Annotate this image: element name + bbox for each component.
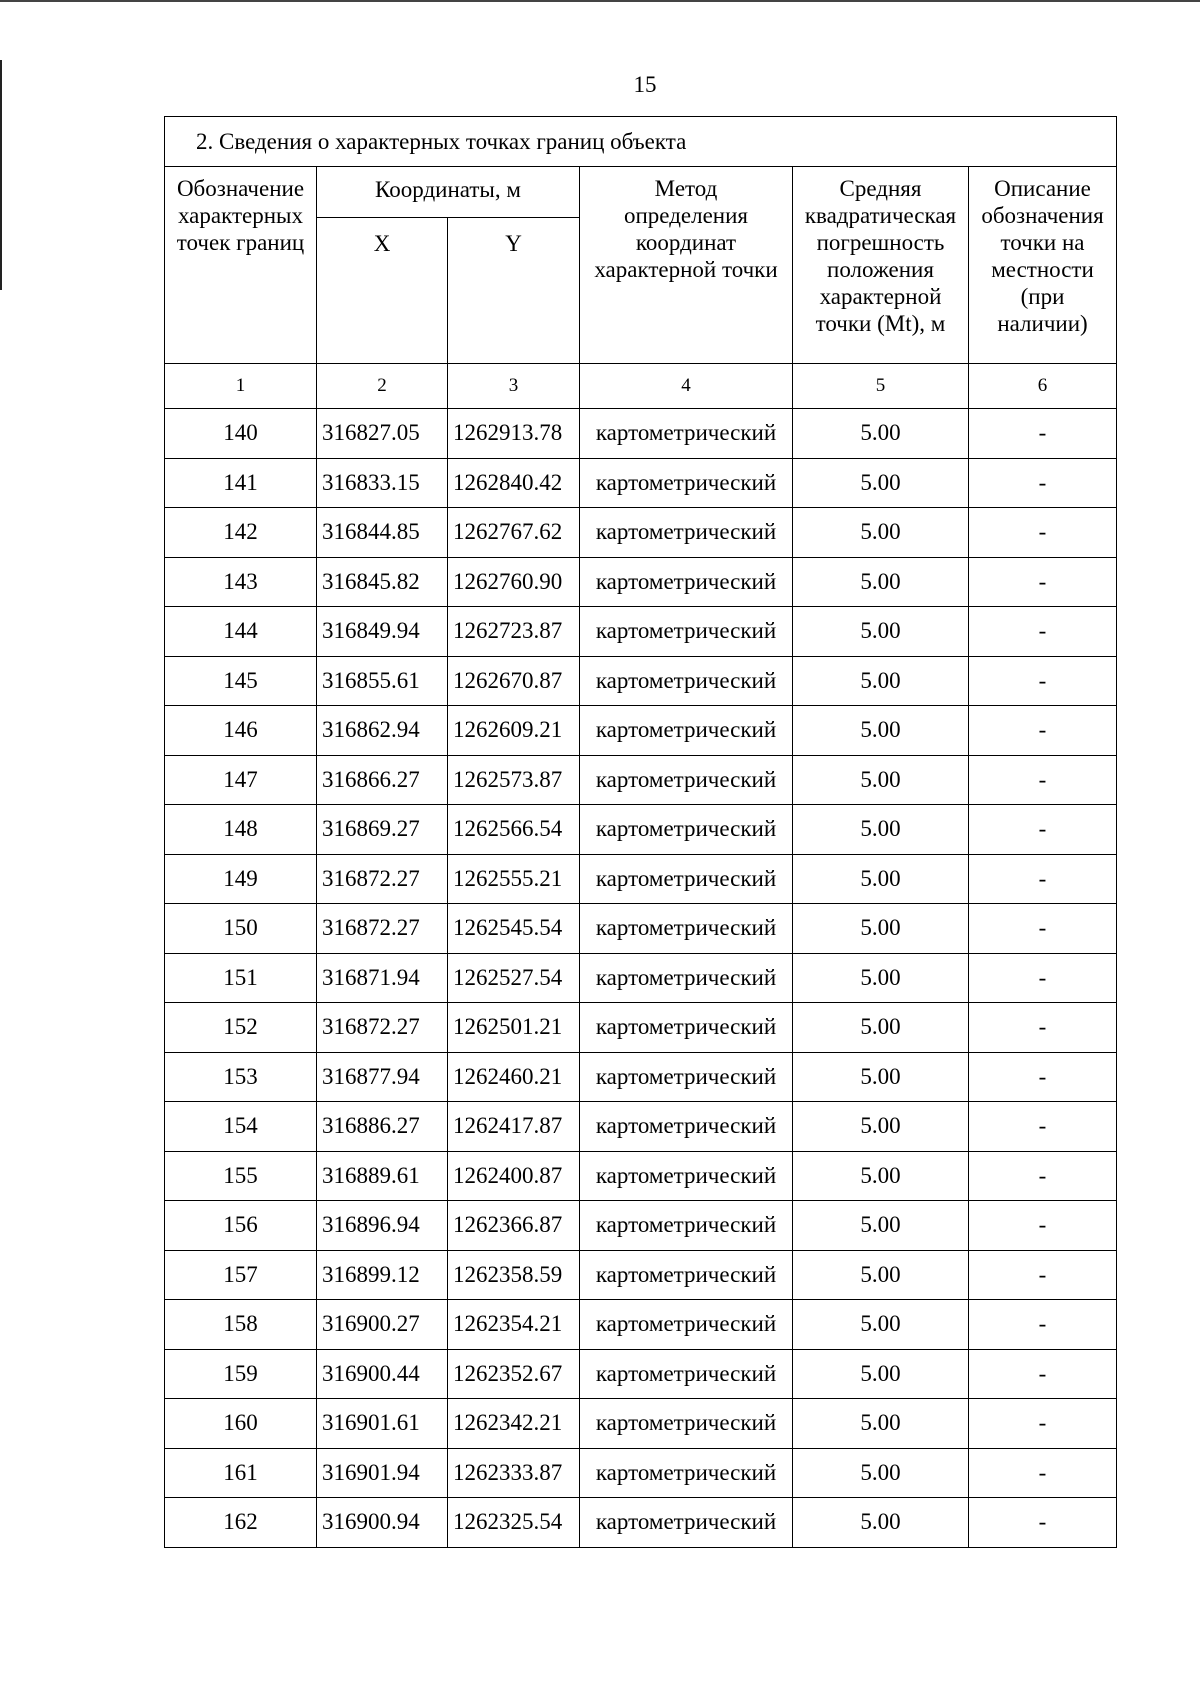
x-coordinate-cell: 316844.85 — [317, 508, 448, 558]
method-cell: картометрический — [580, 607, 793, 657]
accuracy-cell: 5.00 — [793, 1498, 969, 1548]
point-id-cell: 154 — [165, 1102, 317, 1152]
description-cell: - — [969, 508, 1117, 558]
x-coordinate-cell: 316901.61 — [317, 1399, 448, 1449]
description-cell: - — [969, 904, 1117, 954]
description-cell: - — [969, 1151, 1117, 1201]
table-row — [165, 706, 1117, 756]
y-coordinate-cell: 1262354.21 — [448, 1300, 580, 1350]
description-cell: - — [969, 854, 1117, 904]
table-row — [165, 656, 1117, 706]
method-cell: картометрический — [580, 1349, 793, 1399]
description-cell: - — [969, 706, 1117, 756]
header-method: Метод определения координат характерной точки — [580, 167, 793, 364]
scan-edge-top — [0, 0, 1200, 2]
table-row — [165, 508, 1117, 558]
point-id-cell: 141 — [165, 458, 317, 508]
table-row — [165, 1003, 1117, 1053]
section-title: 2. Сведения о характерных точках границ объекта — [165, 117, 1117, 167]
accuracy-cell: 5.00 — [793, 1003, 969, 1053]
table-row — [165, 1102, 1117, 1152]
table-row — [165, 805, 1117, 855]
description-cell: - — [969, 656, 1117, 706]
x-coordinate-cell: 316827.05 — [317, 409, 448, 459]
column-number: 2 — [317, 364, 448, 409]
point-id-cell: 157 — [165, 1250, 317, 1300]
table-row — [165, 607, 1117, 657]
description-cell: - — [969, 458, 1117, 508]
table-body — [165, 409, 1117, 1548]
accuracy-cell: 5.00 — [793, 854, 969, 904]
point-id-cell: 148 — [165, 805, 317, 855]
method-cell: картометрический — [580, 1498, 793, 1548]
accuracy-cell: 5.00 — [793, 607, 969, 657]
y-coordinate-cell: 1262400.87 — [448, 1151, 580, 1201]
method-cell: картометрический — [580, 1151, 793, 1201]
description-cell: - — [969, 1498, 1117, 1548]
description-cell: - — [969, 557, 1117, 607]
y-coordinate-cell: 1262333.87 — [448, 1448, 580, 1498]
y-coordinate-cell: 1262417.87 — [448, 1102, 580, 1152]
x-coordinate-cell: 316900.44 — [317, 1349, 448, 1399]
table-row — [165, 1349, 1117, 1399]
accuracy-cell: 5.00 — [793, 508, 969, 558]
x-coordinate-cell: 316849.94 — [317, 607, 448, 657]
table-row — [165, 1151, 1117, 1201]
page-number: 15 — [633, 72, 657, 97]
table-row — [165, 1300, 1117, 1350]
accuracy-cell: 5.00 — [793, 656, 969, 706]
point-id-cell: 143 — [165, 557, 317, 607]
table-row — [165, 409, 1117, 459]
accuracy-cell: 5.00 — [793, 409, 969, 459]
table-row — [165, 1399, 1117, 1449]
method-cell: картометрический — [580, 1448, 793, 1498]
column-number: 1 — [165, 364, 317, 409]
x-coordinate-cell: 316869.27 — [317, 805, 448, 855]
y-coordinate-cell: 1262325.54 — [448, 1498, 580, 1548]
y-coordinate-cell: 1262573.87 — [448, 755, 580, 805]
point-id-cell: 162 — [165, 1498, 317, 1548]
description-cell: - — [969, 1052, 1117, 1102]
boundary-points-table — [164, 116, 1117, 1548]
header-y: Y — [448, 218, 580, 364]
accuracy-cell: 5.00 — [793, 1052, 969, 1102]
accuracy-cell: 5.00 — [793, 755, 969, 805]
column-number: 3 — [448, 364, 580, 409]
method-cell: картометрический — [580, 805, 793, 855]
accuracy-cell: 5.00 — [793, 1250, 969, 1300]
y-coordinate-cell: 1262723.87 — [448, 607, 580, 657]
table-row — [165, 1448, 1117, 1498]
description-cell: - — [969, 805, 1117, 855]
description-cell: - — [969, 1448, 1117, 1498]
table-row — [165, 1201, 1117, 1251]
header-description: Описание обозначения точки на местности (при наличии) — [969, 167, 1117, 364]
accuracy-cell: 5.00 — [793, 458, 969, 508]
accuracy-cell: 5.00 — [793, 706, 969, 756]
header-accuracy: Средняя квадратическая погрешность положения характерной точки (Mt), м — [793, 167, 969, 364]
y-coordinate-cell: 1262913.78 — [448, 409, 580, 459]
description-cell: - — [969, 409, 1117, 459]
x-coordinate-cell: 316901.94 — [317, 1448, 448, 1498]
point-id-cell: 145 — [165, 656, 317, 706]
x-coordinate-cell: 316872.27 — [317, 854, 448, 904]
accuracy-cell: 5.00 — [793, 904, 969, 954]
y-coordinate-cell: 1262358.59 — [448, 1250, 580, 1300]
table-row — [165, 755, 1117, 805]
point-id-cell: 144 — [165, 607, 317, 657]
y-coordinate-cell: 1262566.54 — [448, 805, 580, 855]
accuracy-cell: 5.00 — [793, 1349, 969, 1399]
accuracy-cell: 5.00 — [793, 805, 969, 855]
point-id-cell: 151 — [165, 953, 317, 1003]
description-cell: - — [969, 953, 1117, 1003]
x-coordinate-cell: 316871.94 — [317, 953, 448, 1003]
point-id-cell: 155 — [165, 1151, 317, 1201]
y-coordinate-cell: 1262366.87 — [448, 1201, 580, 1251]
x-coordinate-cell: 316900.27 — [317, 1300, 448, 1350]
table-row — [165, 1498, 1117, 1548]
point-id-cell: 147 — [165, 755, 317, 805]
accuracy-cell: 5.00 — [793, 1151, 969, 1201]
table-row — [165, 557, 1117, 607]
description-cell: - — [969, 1250, 1117, 1300]
column-number: 5 — [793, 364, 969, 409]
description-cell: - — [969, 607, 1117, 657]
x-coordinate-cell: 316845.82 — [317, 557, 448, 607]
point-id-cell: 153 — [165, 1052, 317, 1102]
x-coordinate-cell: 316900.94 — [317, 1498, 448, 1548]
point-id-cell: 161 — [165, 1448, 317, 1498]
table-row — [165, 1250, 1117, 1300]
point-id-cell: 152 — [165, 1003, 317, 1053]
header-designation: Обозначение характерных точек границ — [165, 167, 317, 364]
method-cell: картометрический — [580, 1399, 793, 1449]
method-cell: картометрический — [580, 508, 793, 558]
y-coordinate-cell: 1262767.62 — [448, 508, 580, 558]
point-id-cell: 149 — [165, 854, 317, 904]
method-cell: картометрический — [580, 904, 793, 954]
y-coordinate-cell: 1262609.21 — [448, 706, 580, 756]
description-cell: - — [969, 755, 1117, 805]
method-cell: картометрический — [580, 854, 793, 904]
description-cell: - — [969, 1349, 1117, 1399]
point-id-cell: 146 — [165, 706, 317, 756]
header-coordinates: Координаты, м — [317, 167, 580, 218]
method-cell: картометрический — [580, 1300, 793, 1350]
y-coordinate-cell: 1262527.54 — [448, 953, 580, 1003]
accuracy-cell: 5.00 — [793, 1448, 969, 1498]
column-number: 4 — [580, 364, 793, 409]
x-coordinate-cell: 316866.27 — [317, 755, 448, 805]
method-cell: картометрический — [580, 755, 793, 805]
y-coordinate-cell: 1262460.21 — [448, 1052, 580, 1102]
header-x: X — [317, 218, 448, 364]
method-cell: картометрический — [580, 656, 793, 706]
table-row — [165, 904, 1117, 954]
accuracy-cell: 5.00 — [793, 953, 969, 1003]
description-cell: - — [969, 1102, 1117, 1152]
description-cell: - — [969, 1399, 1117, 1449]
description-cell: - — [969, 1201, 1117, 1251]
point-id-cell: 150 — [165, 904, 317, 954]
method-cell: картометрический — [580, 1102, 793, 1152]
accuracy-cell: 5.00 — [793, 1300, 969, 1350]
method-cell: картометрический — [580, 706, 793, 756]
description-cell: - — [969, 1300, 1117, 1350]
y-coordinate-cell: 1262840.42 — [448, 458, 580, 508]
method-cell: картометрический — [580, 1250, 793, 1300]
x-coordinate-cell: 316833.15 — [317, 458, 448, 508]
point-id-cell: 159 — [165, 1349, 317, 1399]
y-coordinate-cell: 1262555.21 — [448, 854, 580, 904]
x-coordinate-cell: 316896.94 — [317, 1201, 448, 1251]
x-coordinate-cell: 316872.27 — [317, 904, 448, 954]
x-coordinate-cell: 316862.94 — [317, 706, 448, 756]
accuracy-cell: 5.00 — [793, 557, 969, 607]
table-row — [165, 458, 1117, 508]
y-coordinate-cell: 1262670.87 — [448, 656, 580, 706]
point-id-cell: 142 — [165, 508, 317, 558]
point-id-cell: 160 — [165, 1399, 317, 1449]
table-row — [165, 854, 1117, 904]
x-coordinate-cell: 316899.12 — [317, 1250, 448, 1300]
description-cell: - — [969, 1003, 1117, 1053]
y-coordinate-cell: 1262545.54 — [448, 904, 580, 954]
x-coordinate-cell: 316886.27 — [317, 1102, 448, 1152]
accuracy-cell: 5.00 — [793, 1399, 969, 1449]
method-cell: картометрический — [580, 1003, 793, 1053]
y-coordinate-cell: 1262352.67 — [448, 1349, 580, 1399]
x-coordinate-cell: 316877.94 — [317, 1052, 448, 1102]
point-id-cell: 156 — [165, 1201, 317, 1251]
x-coordinate-cell: 316889.61 — [317, 1151, 448, 1201]
point-id-cell: 140 — [165, 409, 317, 459]
column-number-row — [165, 364, 1117, 409]
table-row — [165, 953, 1117, 1003]
column-number: 6 — [969, 364, 1117, 409]
accuracy-cell: 5.00 — [793, 1201, 969, 1251]
table-row — [165, 1052, 1117, 1102]
point-id-cell: 158 — [165, 1300, 317, 1350]
method-cell: картометрический — [580, 409, 793, 459]
y-coordinate-cell: 1262342.21 — [448, 1399, 580, 1449]
y-coordinate-cell: 1262501.21 — [448, 1003, 580, 1053]
method-cell: картометрический — [580, 458, 793, 508]
method-cell: картометрический — [580, 557, 793, 607]
x-coordinate-cell: 316872.27 — [317, 1003, 448, 1053]
method-cell: картометрический — [580, 1052, 793, 1102]
method-cell: картометрический — [580, 1201, 793, 1251]
x-coordinate-cell: 316855.61 — [317, 656, 448, 706]
y-coordinate-cell: 1262760.90 — [448, 557, 580, 607]
accuracy-cell: 5.00 — [793, 1102, 969, 1152]
method-cell: картометрический — [580, 953, 793, 1003]
